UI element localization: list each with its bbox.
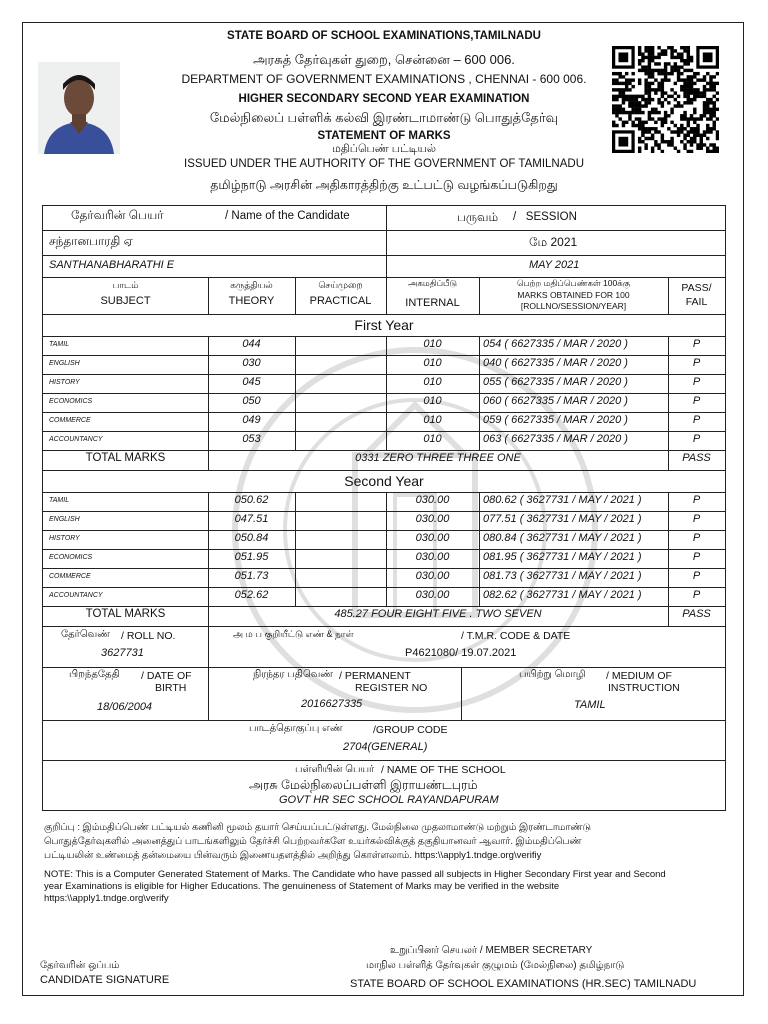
sy-total-result: PASS <box>682 608 711 620</box>
second-year-obtained-cell: 081.95 ( 3627731 / MAY / 2021 ) <box>483 551 642 563</box>
second-year-subject-cell: ENGLISH <box>49 516 80 523</box>
second-year-internal-cell: 030.00 <box>415 532 450 544</box>
second-year-obtained-cell: 082.62 ( 3627731 / MAY / 2021 ) <box>483 589 642 601</box>
first-year-theory-cell: 030 <box>242 357 261 369</box>
board-title: STATE BOARD OF SCHOOL EXAMINATIONS,TAMILNADU <box>227 30 541 42</box>
second-year-result-cell: P <box>692 570 701 582</box>
second-year-result-cell: P <box>692 551 701 563</box>
col-internal: INTERNAL <box>405 297 460 309</box>
candidate-signature-tamil: தேர்வரின் ஒப்பம் <box>40 960 120 971</box>
first-year-internal-cell: 010 <box>423 357 442 369</box>
group-label: /GROUP CODE <box>373 724 448 736</box>
session-label: SESSION <box>525 211 577 223</box>
col-practical-tamil: செய்முறை <box>318 280 363 290</box>
col-subject: SUBJECT <box>100 295 151 307</box>
second-year-internal-cell: 030.00 <box>415 570 450 582</box>
reg-label-2: REGISTER NO <box>355 682 428 694</box>
first-year-theory-cell: 045 <box>242 376 261 388</box>
tmr-label-tamil: அ ம ப குறியீட்டு எண் & நாள் <box>233 629 354 639</box>
reg-no: 2016627335 <box>301 698 363 710</box>
statement-tamil: மதிப்பெண் பட்டியல் <box>331 143 437 155</box>
col-obtained-1: MARKS OBTAINED FOR 100 <box>517 290 630 300</box>
first-year-result-cell: P <box>692 376 701 388</box>
second-year-theory-cell: 050.62 <box>234 494 269 506</box>
reg-label-1: / PERMANENT <box>339 670 411 682</box>
roll-label: / ROLL NO. <box>121 630 176 642</box>
first-year-obtained-cell: 055 ( 6627335 / MAR / 2020 ) <box>483 376 628 388</box>
second-year-internal-cell: 030.00 <box>415 551 450 563</box>
first-year-subject-cell: ENGLISH <box>49 360 80 367</box>
second-year-theory-cell: 047.51 <box>234 513 269 525</box>
sy-total-value: 485.27 FOUR EIGHT FIVE . TWO SEVEN <box>334 608 542 620</box>
first-year-subject-cell: HISTORY <box>49 379 80 386</box>
roll-no: 3627731 <box>101 647 144 659</box>
board-english-footer: STATE BOARD OF SCHOOL EXAMINATIONS (HR.SEC) TAMILNADU <box>350 978 697 990</box>
name-label: / Name of the Candidate <box>225 210 350 222</box>
second-year-obtained-cell: 080.84 ( 3627731 / MAY / 2021 ) <box>483 532 642 544</box>
first-year-theory-cell: 049 <box>242 414 261 426</box>
medium: TAMIL <box>574 699 606 711</box>
member-secretary: உறுப்பினர் செயலர் / MEMBER SECRETARY <box>390 945 593 956</box>
col-theory: THEORY <box>228 295 275 307</box>
first-year-internal-cell: 010 <box>423 395 442 407</box>
medium-label-1: / MEDIUM OF <box>606 670 672 682</box>
second-year-theory-cell: 051.95 <box>234 551 269 563</box>
dept-tamil: அரசுத் தேர்வுகள் துறை, சென்னை – 600 006. <box>253 52 515 67</box>
col-obtained-tamil: பெற்ற மதிப்பெண்கள் 100க்கு <box>516 278 631 288</box>
second-year-title: Second Year <box>344 473 424 489</box>
col-theory-tamil: கருத்தியல் <box>230 280 273 290</box>
first-year-result-cell: P <box>692 357 701 369</box>
second-year-theory-cell: 050.84 <box>234 532 269 544</box>
first-year-result-cell: P <box>692 433 701 445</box>
first-year-subject-cell: TAMIL <box>49 341 70 348</box>
exam-tamil: மேல்நிலைப் பள்ளிக் கல்வி இரண்டாமாண்டு பொதுத்தேர்வு <box>209 110 559 125</box>
second-year-subject-cell: COMMERCE <box>49 573 91 580</box>
col-obtained-2: [ROLLNO/SESSION/YEAR] <box>520 301 627 311</box>
school-name: GOVT HR SEC SCHOOL RAYANDAPURAM <box>279 794 499 806</box>
note-english-1: NOTE: This is a Computer Generated Statement of Marks. The Candidate who have passed all subjects in Higher Secondary First year and Second <box>44 869 666 880</box>
first-year-title: First Year <box>354 317 414 333</box>
col-practical: PRACTICAL <box>309 295 372 307</box>
second-year-obtained-cell: 080.62 ( 3627731 / MAY / 2021 ) <box>483 494 642 506</box>
first-year-result-cell: P <box>692 414 701 426</box>
dob-label-2: BIRTH <box>155 682 187 694</box>
exam-english: HIGHER SECONDARY SECOND YEAR EXAMINATION <box>238 93 530 105</box>
second-year-obtained-cell: 077.51 ( 3627731 / MAY / 2021 ) <box>483 513 642 525</box>
col-passfail-1: PASS/ <box>681 282 712 294</box>
tmr-value: P4621080/ 19.07.2021 <box>405 647 517 659</box>
second-year-subject-cell: ECONOMICS <box>49 554 93 561</box>
second-year-internal-cell: 030.00 <box>415 513 450 525</box>
fy-total-value: 0331 ZERO THREE THREE ONE <box>355 452 521 464</box>
first-year-result-cell: P <box>692 338 701 350</box>
note-tamil-1: குறிப்பு : இம்மதிப்பெண் பட்டியல் கணினி மூலம் தயார் செய்யப்பட்டுள்ளது. மேல்நிலை முதலாமாண்டு மற்றும் இரண்டாமாண்டு <box>44 822 591 833</box>
dob-label-tamil: பிறந்ததேதி <box>69 669 120 680</box>
first-year-theory-cell: 053 <box>242 433 261 445</box>
first-year-internal-cell: 010 <box>423 376 442 388</box>
first-year-result-cell: P <box>692 395 701 407</box>
second-year-obtained-cell: 081.73 ( 3627731 / MAY / 2021 ) <box>483 570 642 582</box>
second-year-theory-cell: 052.62 <box>234 589 269 601</box>
first-year-subject-cell: ACCOUNTANCY <box>49 436 103 443</box>
fy-total-result: PASS <box>682 452 711 464</box>
col-subject-tamil: பாடம் <box>112 280 139 290</box>
note-english-2: year Examinations is eligible for Higher Educations. The genuineness of Statement of Marks may be verified in the website <box>44 881 560 892</box>
roll-label-tamil: தேர்வெண் <box>61 629 110 640</box>
medium-label-tamil: பயிற்று மொழி <box>519 669 586 680</box>
school-label: / NAME OF THE SCHOOL <box>381 764 506 776</box>
session-tamil: மே 2021 <box>529 235 578 249</box>
second-year-result-cell: P <box>692 532 701 544</box>
second-year-result-cell: P <box>692 494 701 506</box>
school-tamil: அரசு மேல்நிலைப்பள்ளி இராயண்டபுரம் <box>249 778 478 792</box>
session-label-tamil: பருவம் <box>457 210 499 224</box>
tmr-label: / T.M.R. CODE & DATE <box>461 630 571 642</box>
second-year-result-cell: P <box>692 513 701 525</box>
second-year-subject-cell: TAMIL <box>49 497 70 504</box>
first-year-internal-cell: 010 <box>423 414 442 426</box>
first-year-internal-cell: 010 <box>423 433 442 445</box>
dept-english: DEPARTMENT OF GOVERNMENT EXAMINATIONS , CHENNAI - 600 006. <box>181 72 587 86</box>
second-year-internal-cell: 030.00 <box>415 494 450 506</box>
first-year-subject-cell: COMMERCE <box>49 417 91 424</box>
first-year-obtained-cell: 054 ( 6627335 / MAR / 2020 ) <box>483 338 628 350</box>
first-year-obtained-cell: 040 ( 6627335 / MAR / 2020 ) <box>483 357 628 369</box>
first-year-internal-cell: 010 <box>423 338 442 350</box>
authority-tamil: தமிழ்நாடு அரசின் அதிகாரத்திற்கு உட்பட்டு வழங்கப்படுகிறது <box>210 178 558 192</box>
medium-label-2: INSTRUCTION <box>608 682 680 694</box>
note-tamil-2: பொதுத்தேர்வுகளில் அனைத்துப் பாடங்களிலும் தேர்ச்சி பெற்றவர்களே உயர்கல்விக்குத் தகுதியானவர் ஆவார். இம்மதிப்பெண் <box>44 836 582 847</box>
first-year-obtained-cell: 063 ( 6627335 / MAR / 2020 ) <box>483 433 628 445</box>
note-english-3: https:\\apply1.tndge.org\verify <box>44 893 169 904</box>
sy-total-label: TOTAL MARKS <box>85 608 166 620</box>
authority-english: ISSUED UNDER THE AUTHORITY OF THE GOVERNMENT OF TAMILNADU <box>184 158 584 170</box>
marks-table: தேர்வரின் பெயர் / Name of the Candidate பருவம் / SESSION சந்தானபாரதி ஏ மே 2021 SANTHANABHARATHI E MAY 2021 பாடம் SUBJECT கருத்தியல் THEORY செய்முறை PRACTICAL அகமதிப்பீடு INTERNAL பெற்ற மதிப்பெண்கள் 100க்கு MARKS OBTAINED FOR 100 [ROLLNO/SESSION/YEAR] PASS/ FAIL First Year TAMIL 044 010 054 ( 6627335 / MAR / 2020 ) P ENGLISH 030 010 040 ( 6627335 / MAR / 2020 ) P HISTORY 045 010 055 ( 6627335 / MAR / 2020 ) P ECONOMICS 050 010 060 ( 6627335 / MAR / 2020 ) P COMMERCE 049 010 059 ( 6627335 / MAR / 2020 ) P ACCOUNTANCY 053 010 063 ( 6627335 / MAR / 2020 ) P TOTAL MARKS 0331 ZERO THREE THREE ONE PASS Second Year TAMIL 050.62 030.00 080.62 ( 3627731 / MAY / 2021 ) P ENGLISH 047.51 030.00 077.51 ( 3627731 / MAY / 2021 ) P HISTORY 050.84 030.00 080.84 ( 3627731 / MAY / 2021 ) P ECONOMICS 051.95 030.00 081.95 ( 3627731 / MAY / 2021 ) P COMMERCE 051.73 030.00 081.73 ( 3627731 / MAY / 2021 ) P ACCOUNTANCY 052.62 030.00 082.62 ( 3627731 / MAY / 2021 ) P TOTAL MARKS 485.27 FOUR EIGHT FIVE . TWO SEVEN PASS தேர்வெண் / ROLL NO. 3627731 அ ம ப குறியீட்டு எண் & நாள் / T.M.R. CODE & DATE P4621080/ 19.07.2021 பிறந்ததேதி / DATE OF BIRTH 18/06/2004 நிரந்தர பதிவெண் / PERMANENT REGISTER NO 2016627335 பயிற்று மொழி / MEDIUM OF INSTRUCTION TAMIL பாடத்தொகுப்பு எண் /GROUP CODE 2704(GENERAL) பள்ளியின் பெயர் / NAME OF THE SCHOOL அரசு மேல்நிலைப்பள்ளி இராயண்டபுரம் GOVT HR SEC SCHOOL RAYANDAPURAM <box>42 205 726 811</box>
note-tamil-3: பட்டியலின் உண்மைத் தன்மையை பின்வரும் இணையதளத்தில் அறிந்து கொள்ளலாம். https:\\apply1.tndge.org\verifiy <box>44 850 542 861</box>
first-year-theory-cell: 044 <box>242 338 261 350</box>
candidate-name-tamil: சந்தானபாரதி ஏ <box>49 234 133 248</box>
statement-english: STATEMENT OF MARKS <box>317 130 451 142</box>
second-year-result-cell: P <box>692 589 701 601</box>
reg-label-tamil: நிரந்தர பதிவெண் <box>253 669 334 680</box>
second-year-subject-cell: HISTORY <box>49 535 80 542</box>
candidate-signature: CANDIDATE SIGNATURE <box>40 974 170 986</box>
first-year-theory-cell: 050 <box>242 395 261 407</box>
name-label-tamil: தேர்வரின் பெயர் <box>71 208 164 222</box>
first-year-subject-cell: ECONOMICS <box>49 398 93 405</box>
group-label-tamil: பாடத்தொகுப்பு எண் <box>249 723 343 734</box>
first-year-obtained-cell: 059 ( 6627335 / MAR / 2020 ) <box>483 414 628 426</box>
dob-label-1: / DATE OF <box>141 670 192 682</box>
second-year-theory-cell: 051.73 <box>234 570 269 582</box>
first-year-obtained-cell: 060 ( 6627335 / MAR / 2020 ) <box>483 395 628 407</box>
second-year-internal-cell: 030.00 <box>415 589 450 601</box>
group-code: 2704(GENERAL) <box>343 741 428 753</box>
col-internal-tamil: அகமதிப்பீடு <box>408 278 457 288</box>
col-passfail-2: FAIL <box>685 296 708 308</box>
session-value: MAY 2021 <box>529 259 580 271</box>
fy-total-label: TOTAL MARKS <box>85 452 166 464</box>
board-tamil-footer: மாநில பள்ளித் தேர்வுகள் குழுமம் (மேல்நிலை) தமிழ்நாடு <box>366 960 625 971</box>
second-year-subject-cell: ACCOUNTANCY <box>49 592 103 599</box>
dob: 18/06/2004 <box>97 701 153 713</box>
school-label-tamil: பள்ளியின் பெயர் <box>295 764 375 775</box>
candidate-name: SANTHANABHARATHI E <box>49 259 175 271</box>
